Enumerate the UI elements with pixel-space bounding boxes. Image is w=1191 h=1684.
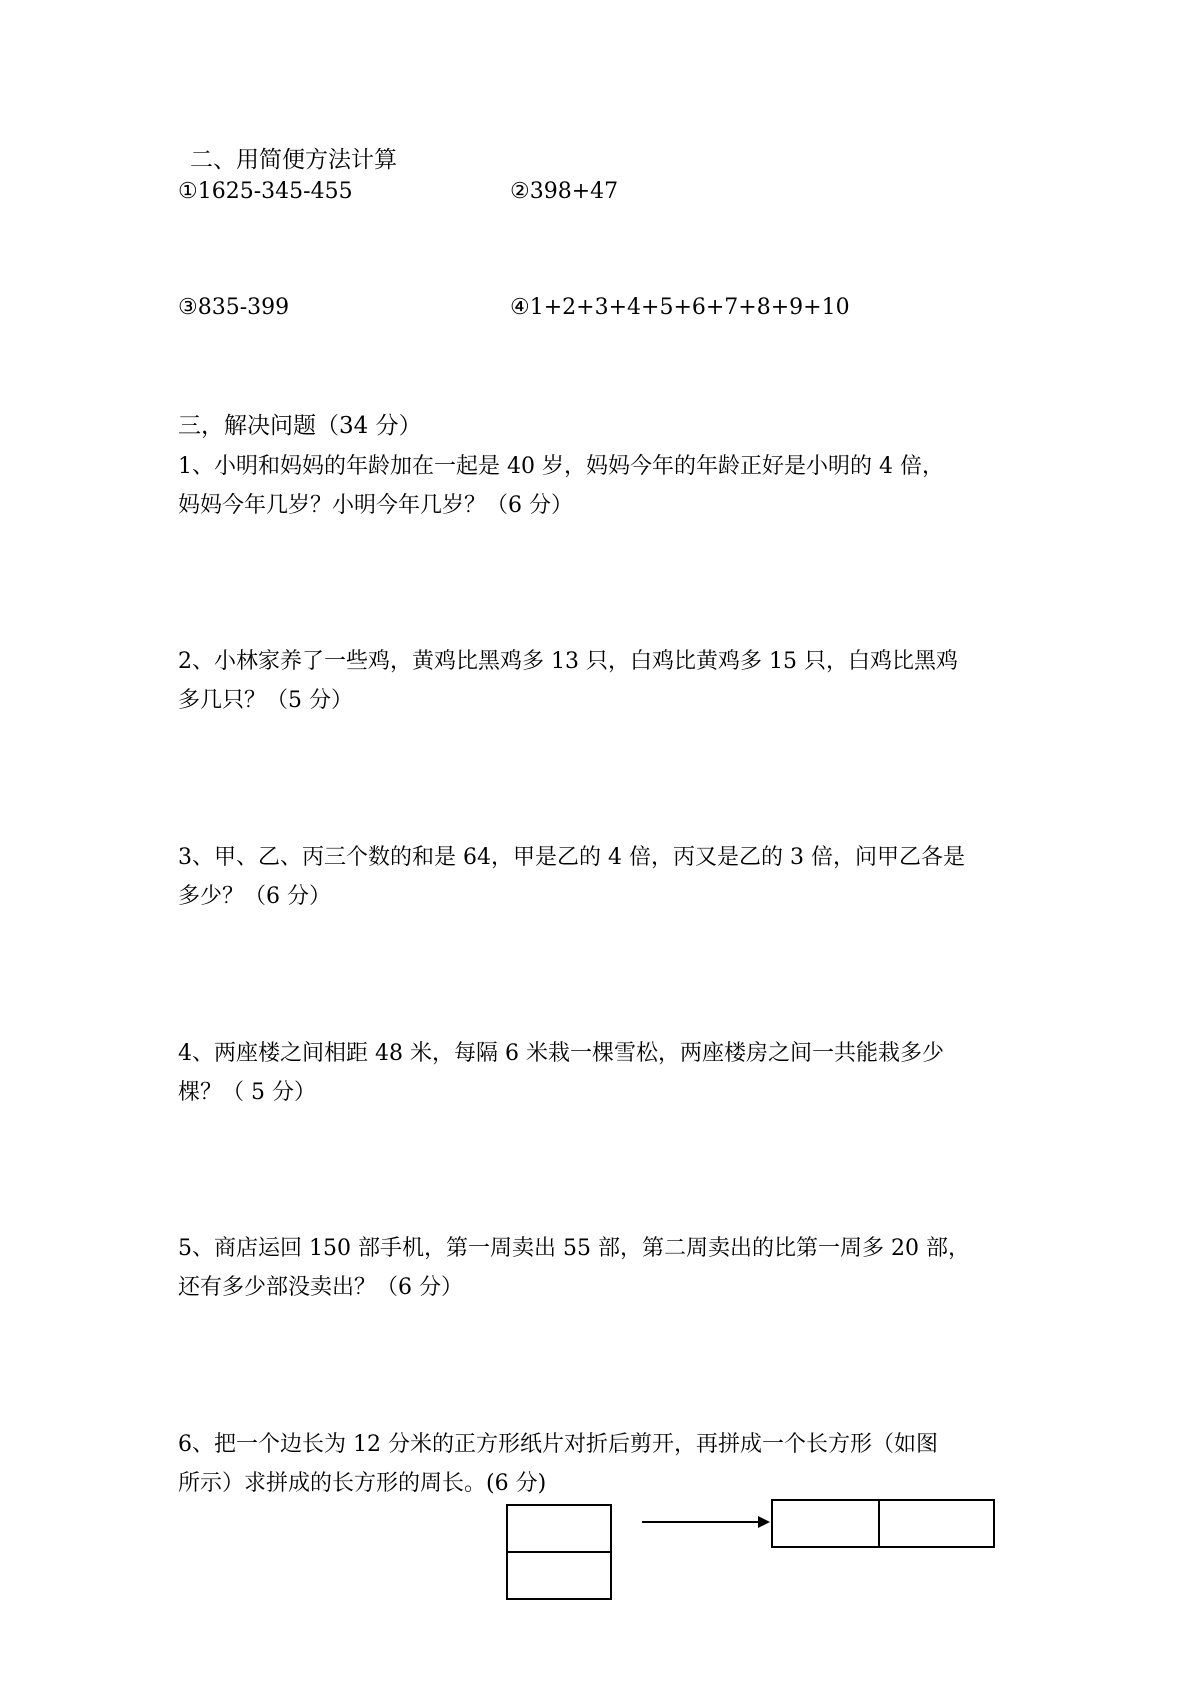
calc-item-3: ③835-399 [178, 295, 290, 320]
problem-5-line-1: 5、商店运回 150 部手机，第一周卖出 55 部，第二周卖出的比第一周多 20 部， [178, 1236, 970, 1261]
calc-item-1: ①1625-345-455 [178, 179, 353, 204]
square-figure [507, 1505, 611, 1599]
problem-2-line-2: 多几只？（5 分） [178, 688, 353, 713]
section-2-title: 二、用简便方法计算 [190, 147, 397, 173]
problem-3-line-1: 3、甲、乙、丙三个数的和是 64，甲是乙的 4 倍，丙又是乙的 3 倍，问甲乙各是 [178, 845, 965, 870]
rectangle-figure [772, 1500, 994, 1547]
section-3-title: 三，解决问题（34 分） [178, 413, 422, 439]
problem-4-line-2: 棵？（ 5 分） [178, 1080, 316, 1105]
calc-item-4: ④1+2+3+4+5+6+7+8+9+10 [510, 295, 850, 320]
problem-5-line-2: 还有多少部没卖出？（6 分） [178, 1275, 463, 1300]
rectangle-outline [772, 1500, 994, 1547]
problem-2-line-1: 2、小林家养了一些鸡，黄鸡比黑鸡多 13 只，白鸡比黄鸡多 15 只，白鸡比黑鸡 [178, 649, 958, 674]
problem-3-line-2: 多少？（6 分） [178, 884, 331, 909]
problem-1-line-1: 1、小明和妈妈的年龄加在一起是 40 岁，妈妈今年的年龄正好是小明的 4 倍， [178, 454, 944, 479]
arrow-head [758, 1516, 770, 1528]
calc-item-2: ②398+47 [510, 179, 619, 204]
problem-6-line-2: 所示）求拼成的长方形的周长。(6 分) [178, 1471, 547, 1496]
problem-6-line-1: 6、把一个边长为 12 分米的正方形纸片对折后剪开，再拼成一个长方形（如图 [178, 1432, 938, 1457]
transform-arrow [642, 1516, 770, 1528]
problem-4-line-1: 4、两座楼之间相距 48 米，每隔 6 米栽一棵雪松，两座楼房之间一共能栽多少 [178, 1041, 944, 1066]
square-to-rectangle-diagram [500, 1495, 1020, 1605]
problem-1-line-2: 妈妈今年几岁？小明今年几岁？（6 分） [178, 493, 573, 518]
